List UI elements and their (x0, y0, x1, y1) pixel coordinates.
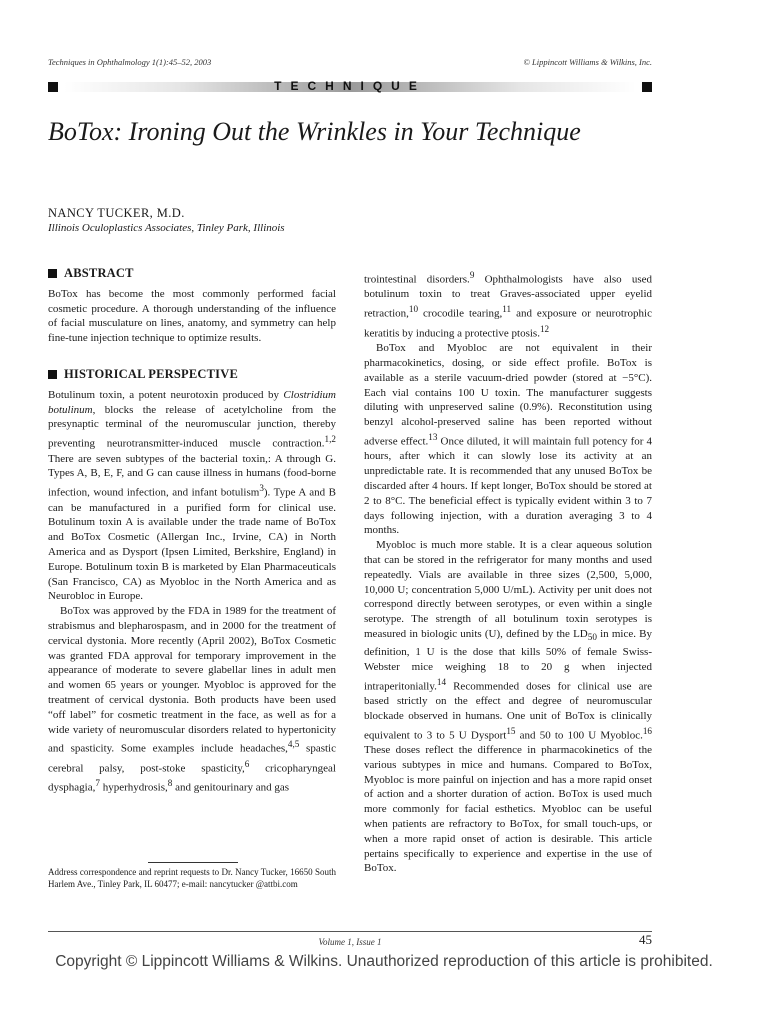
historical-heading-label: HISTORICAL PERSPECTIVE (64, 366, 239, 381)
left-column (48, 266, 336, 796)
footer-divider (48, 931, 652, 932)
abstract-text: BoTox has become the most commonly performed facial cosmetic procedure. A thorough understanding of the influence of facial musculature on lines, anatomy, and symmetry can help fine-tune injection technique to optimize results. (48, 287, 336, 345)
abstract-heading-label: ABSTRACT (64, 266, 134, 280)
publisher-copyright: © Lippincott Williams & Wilkins, Inc. (523, 57, 652, 67)
page-number: 45 (639, 932, 652, 947)
heading-square-icon (48, 370, 57, 379)
historical-paragraph-1: Botulinum toxin, a potent neurotoxin produced by Clostridium botulinum, blocks the release of acetylcholine from the presynaptic terminal of the neuromuscular junction, thereby preventing neurotransmitter-induced muscle contraction.$^{1,2}$ There are seven subtypes of the bacterial toxin,: A through G. Types A, B, E, F, and G can cause illness in humans (food-borne infection, wound infection, and infant botulism$^3$). Type A and B can be manufactured in a purified form for clinical use. Botulinum toxin A is available under the trade name of BoTox and BoTox Cosmetic (Allergan Inc., Irvine, CA) in North America and as Dysport (Ipsen Limited, Berkshire, England) in Europe. Botulinum toxin B is marketed by Elan Pharmaceuticals (San Francisco, CA) as Myobloc in the North America and as Neurobloc in Europe. (48, 388, 336, 603)
author-affiliation: Illinois Oculoplastics Associates, Tinley Park, Illinois (48, 222, 285, 234)
article-author: NANCY TUCKER, M.D. (48, 206, 185, 220)
section-banner (48, 80, 652, 94)
historical-paragraph-2: BoTox was approved by the FDA in 1989 for the treatment of strabismus and blepharospasm, and in 2000 for the treatment of cervical dystonia. More recently (April 2002), BoTox Cosmetic was granted FDA approval for temporary improvement in the appearance of moderate to severe glabellar lines in adult men and women 65 years or younger. Myobloc is approved for the treatment of cervical dystonia. Both products have been used “off label” for cosmetic treatment in the face, as well as for a wide variety of neuromuscular disorders related to hypertonicity and spasticity. Some examples include headaches,$^{4,5}$ spastic cerebral palsy, post-stoke spasticity,$^6$ cricopharyngeal dysphagia,$^7$ hyperhydrosis,$^8$ and genitourinary and gas (48, 605, 336, 794)
footnote-divider (148, 862, 238, 863)
article-title: BoTox: Ironing Out the Wrinkles in Your Technique (48, 117, 581, 146)
abstract-heading (48, 266, 336, 281)
body-paragraph-continued: trointestinal disorders.$^9$ Ophthalmologists have also used botulinum toxin to treat Graves-associated upper eyelid retraction,$^{10}$ crocodile tearing,$^{11}$ and exposure or neurotrophic keratitis by inducing a protective ptosis.$^{12}$ (364, 270, 652, 340)
body-paragraph-myobloc: Myobloc is much more stable. It is a clear aqueous solution that can be stored in the refrigerator for many months and used repeatedly. Vials are available in three sizes (2,500, 5,000, 10,000 U; concentration 5,000 U/mL). Activity per unit does not correspond directly between serotypes, or even within a single serotype. The strength of all botulinum toxin serotypes is measured in biologic units (U), defined by the $LD_{50}$ in mice. By definition, 1 U is the dose that kills 50% of female Swiss-Webster mice weighing 18 to 20 g when injected intraperitonially.$^{14}$ Recommended doses for clinical use are based strictly on the effect and degree of neuromuscular blockade observed in humans. One unit of BoTox is clinically equivalent to 3 to 5 U Dysport$^{15}$ and 50 to 100 U Myobloc.$^{16}$ These doses reflect the difference in pharmacokinetics of the various subtypes in mice and humans. Compared to BoTox, Myobloc is more painful on injection and has a more rapid onset of action and a shorter duration of action. BoTox is used much more commonly for facial esthetics. Myobloc can be useful when patients are refractory to BoTox, for small touch-ups, or when a more rapid onset of action is desirable. This article pertains specifically to experience and expertise in the use of BoTox. (364, 539, 652, 875)
body-paragraph-botox-myobloc: BoTox and Myobloc are not equivalent in their pharmacokinetics, dosing, or side effect profile. BoTox is available as a sterile vacuum-dried powder (stored at −5°C). Each vial contains 100 U toxin. The manufacturer suggests diluting with unpreserved saline (0.9%). Reconstitution using benzyl alcohol-preserved saline has been reported without adverse effect.$^{13}$ Once diluted, it will maintain full potency for 4 hours, after which it can slowly lose its activity at an unpredictable rate. It is recommended that any unused BoTox be discarded after 4 hours. If kept longer, BoTox should be stored at 2 to 8°C. The beneficial effect is typically evident within 3 to 7 days following injection, with a duration averaging 3 to 4 months. (364, 342, 652, 537)
copyright-notice: Copyright © Lippincott Williams & Wilkins. Unauthorized reproduction of this article is prohibited. (55, 953, 713, 970)
correspondence-footnote: Address correspondence and reprint requests to Dr. Nancy Tucker, 16650 South Harlem Ave., Tinley Park, IL 60477; e-mail: nancytucker @attbi.com (48, 867, 336, 889)
section-label: TECHNIQUE (274, 79, 426, 93)
historical-heading (48, 367, 336, 382)
right-column (364, 268, 652, 876)
journal-citation: Techniques in Ophthalmology 1(1):45–52, 2003 (48, 57, 212, 67)
issue-label: Volume 1, Issue 1 (318, 937, 382, 947)
heading-square-icon (48, 269, 57, 278)
